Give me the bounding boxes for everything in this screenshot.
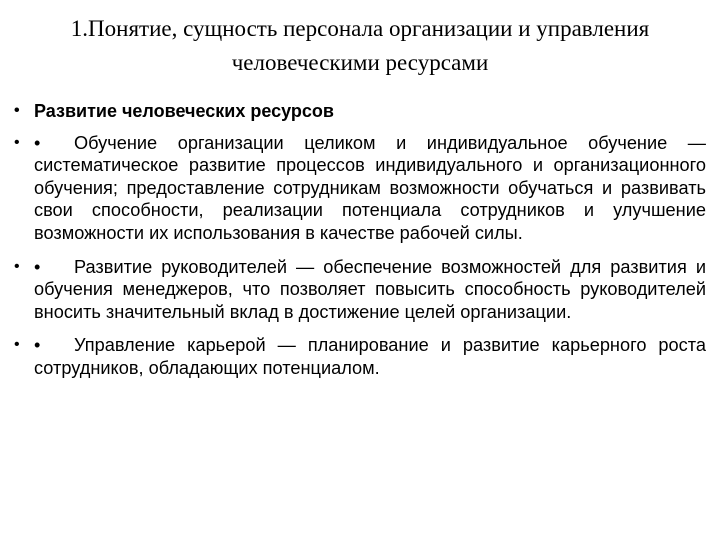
bullet-item-text: Управление карьерой — планирование и развитие карьерного роста сотрудников, обладающих потенциалом. [34, 335, 706, 378]
bullet-marker: • [14, 133, 20, 151]
bullet-marker: • [14, 257, 20, 275]
bullet-list [14, 100, 706, 391]
bullet-item-management-development [14, 256, 706, 324]
slide-title-line-2: человеческими ресурсами [231, 50, 489, 75]
bullet-item-text: Развитие руководителей — обеспечение возможностей для развития и обучения менеджеров, что позволяет повысить способность руководителей вносить значительный вклад в достижение целей организации. [34, 256, 706, 322]
slide-title [0, 12, 720, 80]
bullet-item-career-management [14, 334, 706, 379]
bullet-heading-text: Развитие человеческих ресурсов [34, 101, 334, 121]
inner-bullet-marker: • [34, 335, 41, 356]
bullet-item-learning [14, 132, 706, 245]
bullet-marker: • [14, 102, 20, 119]
bullet-item-text: Обучение организации целиком и индивидуальное обучение — систематическое развитие процессов индивидуального и организационного обучения; предоставление сотрудникам возможности обучаться и развивать свои способности, реализации потенциала сотрудников и улучшение возможности их использования в качестве рабочей силы. [34, 132, 706, 243]
inner-bullet-marker: • [34, 256, 41, 277]
slide-title-line-1: 1.Понятие, сущность персонала организации и управления [70, 16, 650, 41]
inner-bullet-marker: • [34, 132, 41, 153]
bullet-marker: • [14, 336, 20, 354]
bullet-heading [14, 100, 706, 123]
